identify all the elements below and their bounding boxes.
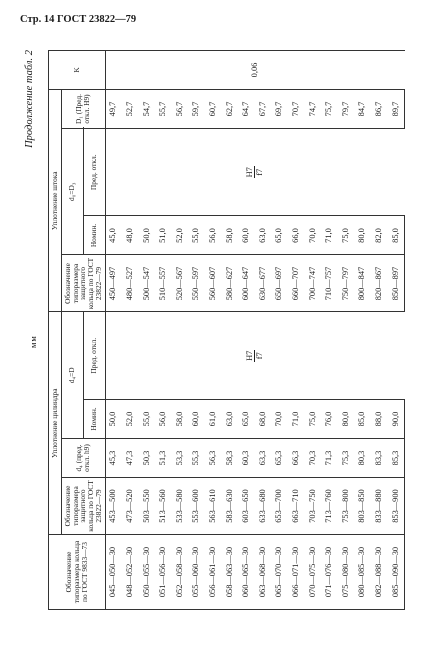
cell-rod-nominal: 60,0 (238, 216, 255, 255)
cell-ring: 058—063—30 (222, 535, 239, 610)
col-header-d4-eq-d: d₄=D (61, 312, 83, 439)
cell-rod-nominal: 85,0 (388, 216, 405, 255)
fit-denominator: f7 (255, 352, 265, 360)
cell-nominal: 90,0 (388, 400, 405, 439)
cell-rod-nominal: 75,0 (338, 216, 355, 255)
cell-rod-nominal: 71,0 (321, 216, 338, 255)
cell-d4: 60,3 (238, 439, 255, 478)
fit-tolerance (245, 166, 264, 178)
unit-label: мм (28, 335, 38, 348)
cell-cyl-designation: 633—680 (255, 478, 272, 535)
cell-cyl-designation: 833—880 (371, 478, 388, 535)
cell-d1: 59,7 (189, 90, 206, 129)
cell-rod-nominal: 63,0 (255, 216, 272, 255)
cell-ring: 075—080—30 (338, 535, 355, 610)
cell-ring: 050—055—30 (139, 535, 156, 610)
cell-cyl-designation: 533—580 (172, 478, 189, 535)
cell-nominal: 52,0 (122, 400, 139, 439)
cell-nominal: 70,0 (272, 400, 289, 439)
cell-d1: 69,7 (272, 90, 289, 129)
cell-ring: 063—068—30 (255, 535, 272, 610)
cell-d1: 52,7 (122, 90, 139, 129)
col-header-d4: d₄ (пред. откл. h9) (61, 439, 105, 478)
cell-cyl-designation: 853—900 (388, 478, 405, 535)
fit-numerator: H7 (245, 350, 255, 361)
table-body (105, 51, 405, 610)
cell-d4: 75,3 (338, 439, 355, 478)
cell-rod-designation: 660—707 (288, 255, 305, 312)
cell-d4: 55,3 (189, 439, 206, 478)
cell-d1: 55,7 (155, 90, 172, 129)
table-row (105, 51, 122, 610)
col-header-rod-designation: Обозначение типоразмера защитного кольца по ГОСТ 23822—79 (61, 255, 105, 312)
cell-cyl-designation: 803—850 (355, 478, 372, 535)
cell-nominal: 58,0 (172, 400, 189, 439)
cell-rod-designation: 850—897 (388, 255, 405, 312)
cell-cyl-designation: 713—760 (321, 478, 338, 535)
cell-cyl-designation: 513—560 (155, 478, 172, 535)
cell-nominal: 75,0 (305, 400, 322, 439)
cell-rod-designation: 510—557 (155, 255, 172, 312)
col-header-d1: D₁ (Пред. откл. H9) (61, 90, 105, 129)
cell-ring: 080—085—30 (355, 535, 372, 610)
cell-d4: 53,3 (172, 439, 189, 478)
cell-cyl-designation: 583—630 (222, 478, 239, 535)
cell-nominal: 85,0 (355, 400, 372, 439)
cell-d4: 56,3 (205, 439, 222, 478)
cell-ring: 082—088—30 (371, 535, 388, 610)
cell-ring: 065—070—30 (272, 535, 289, 610)
cell-ring: 070—075—30 (305, 535, 322, 610)
cell-nominal: 60,0 (189, 400, 206, 439)
cell-ring: 085—090—30 (388, 535, 405, 610)
cell-cyl-designation: 653—700 (272, 478, 289, 535)
cell-d1: 89,7 (388, 90, 405, 129)
cell-ring: 045—050—30 (105, 535, 122, 610)
cell-d4: 85,3 (388, 439, 405, 478)
group-header-rod: Уплотнение штока (49, 90, 62, 313)
cell-rod-designation: 710—757 (321, 255, 338, 312)
cell-rod-nominal: 50,0 (139, 216, 156, 255)
cell-k: 0,06 (105, 51, 405, 90)
cell-ring: 051—056—30 (155, 535, 172, 610)
cell-rod-designation: 550—597 (189, 255, 206, 312)
cell-d1: 49,7 (105, 90, 122, 129)
col-header-ring: Обозначение типоразмера кольца по ГОСТ 9833—73 (49, 535, 106, 610)
rotated-table-sheet (24, 50, 424, 610)
cell-cyl-designation: 703—750 (305, 478, 322, 535)
cell-cyl-designation: 603—650 (238, 478, 255, 535)
cell-rod-nominal: 70,0 (305, 216, 322, 255)
cell-d4: 71,3 (321, 439, 338, 478)
cell-rod-designation: 800—847 (355, 255, 372, 312)
cell-ring: 056—061—30 (205, 535, 222, 610)
cell-rod-designation: 700—747 (305, 255, 322, 312)
cell-nominal: 61,0 (205, 400, 222, 439)
cell-rod-nominal: 82,0 (371, 216, 388, 255)
col-header-k: K (49, 51, 106, 90)
fit-denominator: f7 (255, 168, 265, 176)
cell-rod-nominal: 80,0 (355, 216, 372, 255)
cell-cyl-designation: 753—800 (338, 478, 355, 535)
cell-d4: 45,3 (105, 439, 122, 478)
cell-nominal: 80,0 (338, 400, 355, 439)
cell-rod-nominal: 56,0 (205, 216, 222, 255)
fit-tolerance (245, 350, 264, 362)
cell-d4: 66,3 (288, 439, 305, 478)
fit-numerator: H7 (245, 167, 255, 178)
cell-rod-fit (105, 129, 405, 217)
col-header-rod-limit: Пред. откл. (83, 129, 105, 217)
cell-cyl-fit (105, 312, 405, 400)
cell-nominal: 50,0 (105, 400, 122, 439)
cell-d1: 79,7 (338, 90, 355, 129)
col-header-cyl-designation: Обозначение типоразмера защитного кольца по ГОСТ 23822—79 (61, 478, 105, 535)
cell-rod-designation: 480—527 (122, 255, 139, 312)
col-header-d0-eq-d3: d₀=D₃ (61, 129, 83, 256)
cell-cyl-designation: 663—710 (288, 478, 305, 535)
cell-d1: 54,7 (139, 90, 156, 129)
cell-rod-designation: 650—697 (272, 255, 289, 312)
cell-rod-nominal: 58,0 (222, 216, 239, 255)
cell-nominal: 71,0 (288, 400, 305, 439)
cell-ring: 060—065—30 (238, 535, 255, 610)
cell-ring: 052—058—30 (172, 535, 189, 610)
cell-cyl-designation: 503—550 (139, 478, 156, 535)
cell-d1: 60,7 (205, 90, 222, 129)
cell-d4: 47,3 (122, 439, 139, 478)
cell-d1: 75,7 (321, 90, 338, 129)
cell-ring: 048—052—30 (122, 535, 139, 610)
cell-cyl-designation: 453—500 (105, 478, 122, 535)
cell-rod-nominal: 66,0 (288, 216, 305, 255)
cell-d1: 74,7 (305, 90, 322, 129)
cell-rod-nominal: 45,0 (105, 216, 122, 255)
cell-ring: 055—060—30 (189, 535, 206, 610)
cell-nominal: 55,0 (139, 400, 156, 439)
cell-nominal: 76,0 (321, 400, 338, 439)
cell-d1: 84,7 (355, 90, 372, 129)
cell-rod-nominal: 65,0 (272, 216, 289, 255)
gost-table (48, 50, 405, 610)
cell-ring: 066—071—30 (288, 535, 305, 610)
cell-d1: 62,7 (222, 90, 239, 129)
cell-rod-designation: 500—547 (139, 255, 156, 312)
cell-d4: 80,3 (355, 439, 372, 478)
col-header-limit: Пред. откл. (83, 312, 105, 400)
cell-nominal: 88,0 (371, 400, 388, 439)
cell-d1: 67,7 (255, 90, 272, 129)
cell-rod-designation: 520—567 (172, 255, 189, 312)
page-header: Стр. 14 ГОСТ 23822—79 (20, 14, 137, 25)
cell-nominal: 63,0 (222, 400, 239, 439)
cell-rod-nominal: 55,0 (189, 216, 206, 255)
continuation-note: Продолжение табл. 2 (24, 50, 35, 148)
cell-d4: 83,3 (371, 439, 388, 478)
cell-rod-designation: 580—627 (222, 255, 239, 312)
cell-d4: 50,3 (139, 439, 156, 478)
cell-cyl-designation: 473—520 (122, 478, 139, 535)
cell-rod-nominal: 51,0 (155, 216, 172, 255)
cell-d4: 51,3 (155, 439, 172, 478)
cell-d4: 70,3 (305, 439, 322, 478)
cell-nominal: 65,0 (238, 400, 255, 439)
cell-rod-nominal: 52,0 (172, 216, 189, 255)
cell-d4: 65,3 (272, 439, 289, 478)
col-header-rod-nominal: Номин. (83, 216, 105, 255)
cell-d4: 58,3 (222, 439, 239, 478)
cell-nominal: 68,0 (255, 400, 272, 439)
cell-nominal: 56,0 (155, 400, 172, 439)
cell-rod-designation: 560—607 (205, 255, 222, 312)
cell-d1: 70,7 (288, 90, 305, 129)
group-header-cylinder: Уплотнение цилиндра (49, 312, 62, 535)
cell-rod-designation: 600—647 (238, 255, 255, 312)
cell-rod-designation: 450—497 (105, 255, 122, 312)
cell-rod-designation: 820—867 (371, 255, 388, 312)
cell-d1: 56,7 (172, 90, 189, 129)
cell-d1: 86,7 (371, 90, 388, 129)
cell-rod-designation: 630—677 (255, 255, 272, 312)
cell-rod-designation: 750—797 (338, 255, 355, 312)
cell-cyl-designation: 553—600 (189, 478, 206, 535)
cell-d1: 64,7 (238, 90, 255, 129)
col-header-nominal: Номин. (83, 400, 105, 439)
cell-d4: 63,3 (255, 439, 272, 478)
cell-ring: 071—076—30 (321, 535, 338, 610)
cell-cyl-designation: 563—610 (205, 478, 222, 535)
cell-rod-nominal: 48,0 (122, 216, 139, 255)
